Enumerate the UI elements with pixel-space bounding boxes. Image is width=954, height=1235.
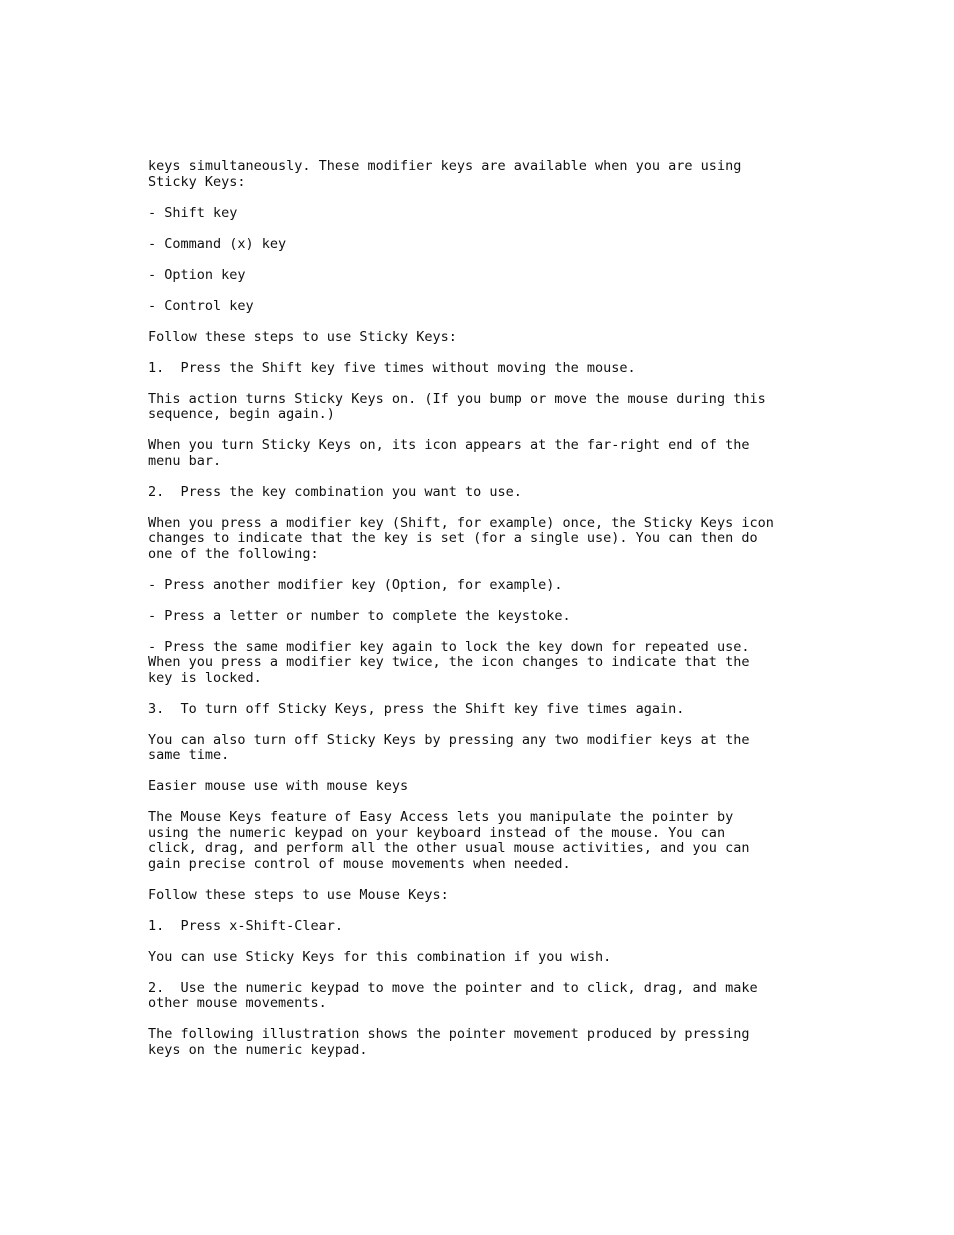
paragraph-mouse-steps-intro: Follow these steps to use Mouse Keys: <box>148 886 449 903</box>
document-page <box>148 159 848 1074</box>
step-2-mouse: 2. Use the numeric keypad to move the pointer and to click, drag, and make other mouse movements. <box>148 979 758 1011</box>
paragraph-illustration: The following illustration shows the pointer movement produced by pressing keys on the numeric keypad. <box>148 1026 750 1058</box>
paragraph-turn-off-two-keys: You can also turn off Sticky Keys by pressing any two modifier keys at the same time. <box>148 731 750 763</box>
step-3-sticky: 3. To turn off Sticky Keys, press the Shift key five times again. <box>148 700 685 717</box>
paragraph-intro: keys simultaneously. These modifier keys are available when you are using Sticky Keys: <box>148 158 742 190</box>
paragraph-sticky-steps-intro: Follow these steps to use Sticky Keys: <box>148 328 457 345</box>
list-item-option-key: - Option key <box>148 266 246 283</box>
paragraph-use-sticky-keys: You can use Sticky Keys for this combination if you wish. <box>148 948 612 965</box>
step-1-sticky: 1. Press the Shift key five times without moving the mouse. <box>148 359 636 376</box>
paragraph-turns-on: This action turns Sticky Keys on. (If you bump or move the mouse during this sequence, begin again.) <box>148 390 766 422</box>
step-2-sticky: 2. Press the key combination you want to use. <box>148 483 522 500</box>
paragraph-mouse-keys-feature: The Mouse Keys feature of Easy Access lets you manipulate the pointer by using the numeric keypad on your keyboard instead of the mouse. You can click, drag, and perform all the other usual mouse activities, and you can gain precise control of mouse movements when needed. <box>148 809 750 872</box>
list-item-lock-key: - Press the same modifier key again to lock the key down for repeated use. When you press a modifier key twice, the icon changes to indicate that the key is locked. <box>148 638 750 686</box>
section-heading-mouse-keys: Easier mouse use with mouse keys <box>148 778 409 794</box>
list-item-another-modifier: - Press another modifier key (Option, for example). <box>148 576 563 593</box>
paragraph-icon-appears: When you turn Sticky Keys on, its icon appears at the far-right end of the menu bar. <box>148 437 750 469</box>
list-item-control-key: - Control key <box>148 297 254 314</box>
paragraph-modifier-once: When you press a modifier key (Shift, for example) once, the Sticky Keys icon changes to indicate that the key is set (for a single use). You can then do one of the following: <box>148 514 774 562</box>
list-item-command-key: - Command (x) key <box>148 235 287 252</box>
list-item-letter-or-number: - Press a letter or number to complete the keystoke. <box>148 607 571 624</box>
list-item-shift-key: - Shift key <box>148 204 238 221</box>
step-1-mouse: 1. Press x-Shift-Clear. <box>148 917 344 934</box>
